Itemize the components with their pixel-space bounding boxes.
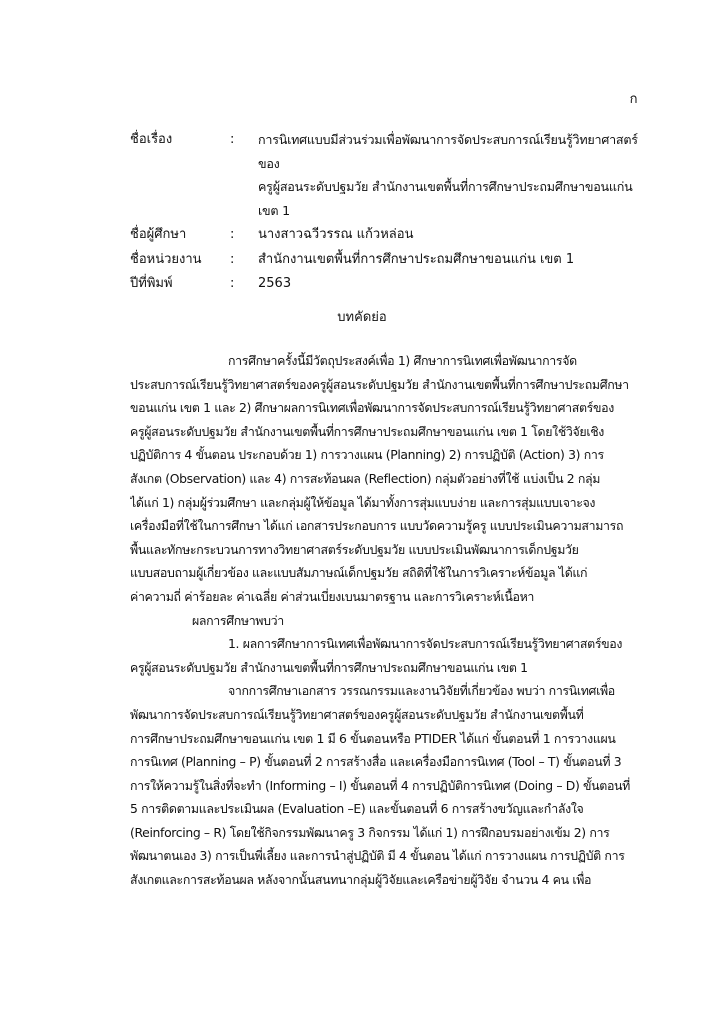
author-value: นางสาวฉวีวรรณ แก้วหล่อน [258,227,414,242]
title-colon: : [230,132,235,147]
paragraph-line: จากการศึกษาเอกสาร วรรณกรรมและงานวิจัยที่เกี่ยวข้อง พบว่า การนิเทศเพื่อ [228,683,615,699]
paragraph-line: ครูผู้สอนระดับปฐมวัย สำนักงานเขตพื้นที่การศึกษาประถมศึกษาขอนแก่น เขต 1 [130,659,528,675]
paragraph-line: ปฏิบัติการ 4 ขั้นตอน ประกอบด้วย 1) การวางแผน (Planning) 2) การปฏิบัติ (Action) 3) การ [130,447,604,463]
paragraph-line: ขอนแก่น เขต 1 และ 2) ศึกษาผลการนิเทศเพื่อพัฒนาการจัดประสบการณ์เรียนรู้วิทยาศาสตร์ของ [130,400,614,416]
title-line: เขต 1 [258,202,290,218]
title-label: ชื่อเรื่อง [130,132,173,147]
paragraph-line: พัฒนาตนเอง 3) การเป็นพี่เลี้ยง และการนำสู่ปฏิบัติ มี 4 ขั้นตอน ได้แก่ การวางแผน การปฏิบัติ การ [130,848,625,864]
paragraph-line: ได้แก่ 1) กลุ่มผู้ร่วมศึกษา และกลุ่มผู้ให้ข้อมูล ได้มาทั้งการสุ่มแบบง่าย และการสุ่มแบบเจาะจง [130,494,596,510]
paragraph-line: พัฒนาการจัดประสบการณ์เรียนรู้วิทยาศาสตร์ของครูผู้สอนระดับปฐมวัย สำนักงานเขตพื้นที่ [130,706,584,722]
paragraph-line: 1. ผลการศึกษาการนิเทศเพื่อพัฒนาการจัดประสบการณ์เรียนรู้วิทยาศาสตร์ของ [228,636,623,652]
meta-author-row [130,223,650,247]
paragraph-line: เครื่องมือที่ใช้ในการศึกษา ได้แก่ เอกสารประกอบการ แบบวัดความรู้ครู แบบประเมินความสามารถ [130,518,624,534]
paragraph-line: แบบสอบถามผู้เกี่ยวข้อง และแบบสัมภาษณ์เด็กปฐมวัย สถิติที่ใช้ในการวิเคราะห์ข้อมูล ได้แก่ [130,565,588,581]
paragraph-line: (Reinforcing – R) โดยใช้กิจกรรมพัฒนาครู 3 กิจกรรม ได้แก่ 1) การฝึกอบรมอย่างเข้ม 2) การ [130,824,610,840]
year-value: 2563 [258,276,292,291]
document-metadata [130,128,650,296]
paragraph-line: พื้นและทักษะกระบวนการทางวิทยาศาสตร์ระดับปฐมวัย แบบประเมินพัฒนาการเด็กปฐมวัย [130,541,579,557]
meta-agency-row [130,248,650,272]
author-label: ชื่อผู้ศึกษา [130,227,187,242]
paragraph-line: สังเกตและการสะท้อนผล หลังจากนั้นสนทนากลุ่มผู้วิจัยและเครือข่ายผู้วิจัย จำนวน 4 คน เพื่อ [130,872,592,888]
abstract-body [130,349,647,892]
agency-label: ชื่อหน่วยงาน [130,251,202,267]
title-line: การนิเทศแบบมีส่วนร่วมเพื่อพัฒนาการจัดประสบการณ์เรียนรู้วิทยาศาสตร์ของ [258,132,638,171]
title-line: ครูผู้สอนระดับปฐมวัย สำนักงานเขตพื้นที่การศึกษาประถมศึกษาขอนแก่น [258,179,633,194]
paragraph-line: สังเกต (Observation) และ 4) การสะท้อนผล (Reflection) กลุ่มตัวอย่างที่ใช้ แบ่งเป็น 2 กลุ่ม [130,470,601,486]
agency-colon: : [230,251,235,267]
year-label: ปีที่พิมพ์ [130,276,173,291]
paragraph-line: การให้ความรู้ในสิ่งที่จะทำ (Informing – I) ขั้นตอนที่ 4 การปฏิบัติการนิเทศ (Doing – D) ขั้นตอนที่ [130,777,630,793]
meta-title-row [130,128,650,222]
author-colon: : [230,227,235,242]
paragraph-line: ครูผู้สอนระดับปฐมวัย สำนักงานเขตพื้นที่การศึกษาประถมศึกษาขอนแก่น เขต 1 โดยใช้วิจัยเชิง [130,423,604,439]
paragraph-line: การศึกษาครั้งนี้มีวัตถุประสงค์เพื่อ 1) ศึกษาการนิเทศเพื่อพัฒนาการจัด [228,353,577,368]
title-value [258,128,650,222]
paragraph-line: การนิเทศ (Planning – P) ขั้นตอนที่ 2 การสร้างสื่อ และเครื่องมือการนิเทศ (Tool – T) ขั้นตอนที่ 3 [130,754,622,770]
paragraph-line: ประสบการณ์เรียนรู้วิทยาศาสตร์ของครูผู้สอนระดับปฐมวัย สำนักงานเขตพื้นที่การศึกษาประถมศึกษา [130,376,629,392]
year-colon: : [230,276,235,291]
meta-year-row [130,272,650,296]
findings-heading: ผลการศึกษาพบว่า [192,612,284,628]
paragraph-line: การศึกษาประถมศึกษาขอนแก่น เขต 1 มี 6 ขั้นตอนหรือ PTIDER ได้แก่ ขั้นตอนที่ 1 การวางแผน [130,730,616,746]
abstract-heading: บทคัดย่อ [337,310,387,325]
paragraph-line: 5 การติดตามและประเมินผล (Evaluation –E) และขั้นตอนที่ 6 การสร้างขวัญและกำลังใจ [130,801,584,817]
page-marker: ก [629,92,638,107]
agency-value: สำนักงานเขตพื้นที่การศึกษาประถมศึกษาขอนแก่น เขต 1 [258,251,575,267]
paragraph-line: ค่าความถี่ ค่าร้อยละ ค่าเฉลี่ย ค่าส่วนเบี่ยงเบนมาตรฐาน และการวิเคราะห์เนื้อหา [130,588,534,604]
